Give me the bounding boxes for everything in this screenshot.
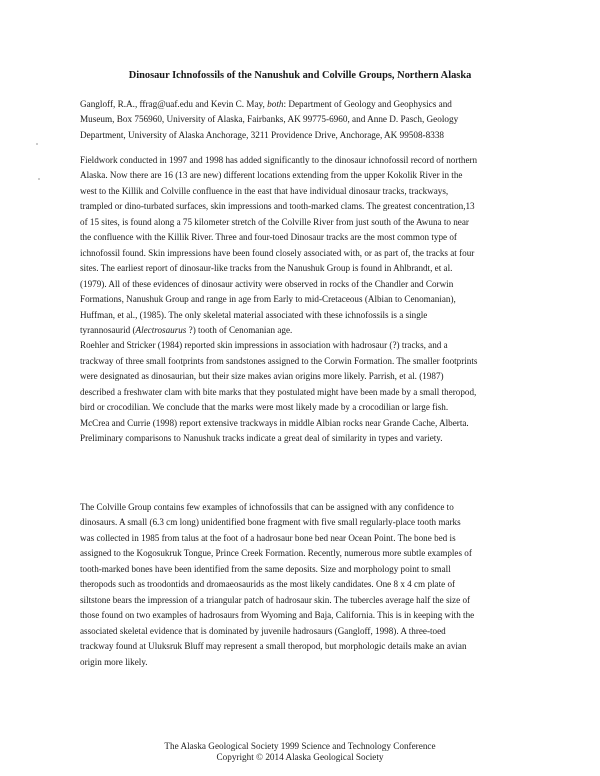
text-line: Alaska. Now there are 16 (13 are new) different locations extending from the upper Kokolik River in the [80,170,463,181]
authors-line-3: Department, University of Alaska Anchorage, 3211 Providence Drive, Anchorage, AK 99508-8338 [80,129,445,140]
text-line: Formations, Nanushuk Group and range in age from Early to mid-Cretaceous (Albian to Cenomanian), [80,294,456,305]
colville-paragraph [80,500,540,670]
text-line: Fieldwork conducted in 1997 and 1998 has added significantly to the dinosaur ichnofossil record of northern [80,155,478,165]
nanushuk-paragraph [80,153,540,447]
text-line: trampled or dino-turbated surfaces, skin impressions and tooth-marked clams. The greatest concentration,13 [80,201,475,212]
text-line: The Colville Group contains few examples of ichnofossils that can be assigned with any confidence to [80,502,454,512]
paper-title: Dinosaur Ichnofossils of the Nanushuk and Colville Groups, Northern Alaska [128,70,472,81]
text-line: McCrea and Currie (1998) report extensive trackways in middle Albian rocks near Grande Cache, Alberta. [80,417,469,428]
copyright-footer: Copyright © 2014 Alaska Geological Society [216,752,384,762]
text-line: trackway of three small footprints from sandstones assigned to the Corwin Formation. The smaller footprints [80,355,478,366]
text-line: theropods such as troodontids and dromaeosaurids as the most likely candidates. One 8 x 4 cm plate of [80,579,456,590]
authors-line-1: Gangloff, R.A., ffrag@uaf.edu and Kevin C. May, both: Department of Geology and Geophysics and [80,99,452,109]
text-line: was collected in 1985 from talus at the foot of a hadrosaur bone bed near Ocean Point. The bone bed is [80,532,456,543]
text-line: dinosaurs. A small (6.3 cm long) unidentified bone fragment with five small regularly-place tooth marks [80,517,461,528]
text-line: those found on two examples of hadrosaurs from Wyoming and Baja, California. This is in keeping with the [80,610,475,621]
text-line: associated skeletal evidence that is dominated by juvenile hadrosaurs (Gangloff, 1998). A three-toed [80,625,446,636]
text-line: bird or crocodilian. We conclude that the marks were most likely made by a crocodilian or large fish. [80,402,449,413]
text-line: trackway found at Uluksruk Bluff may represent a small theropod, but morphologic details make an avian [80,641,467,652]
scan-speck [36,143,38,145]
text-line: origin more likely. [80,656,148,667]
text-line: tyrannosaurid (Alectrosaurus ?) tooth of Cenomanian age. [80,324,293,335]
text-line: were designated as dinosaurian, but their size makes avian origins more likely. Parrish, et al. (1987) [80,371,444,382]
species-name: Alectrosaurus [135,324,187,335]
text-line: (1979). All of these evidences of dinosaur activity were observed in rocks of the Chandler and Corwin [80,278,454,289]
author-affiliations [80,97,540,143]
text-line: sites. The earliest report of dinosaur-like tracks from the Nanushuk Group is found in Ahlbrandt, et al. [80,263,453,274]
text-line: Preliminary comparisons to Nanushuk tracks indicate a great deal of similarity in types and variety. [80,433,443,444]
text-line: west to the Killik and Colville confluence in the east that have individual dinosaur tracks, trackways, [80,185,449,196]
text-line: described a freshwater clam with bite marks that they postulated might have been made by a small theropod, [80,386,477,397]
conference-footer: The Alaska Geological Society 1999 Science and Technology Conference [164,741,436,751]
scan-speck [38,178,40,180]
authors-line-2: Museum, Box 756960, University of Alaska, Fairbanks, AK 99775-6960, and Anne D. Pasch, Geology [80,114,459,125]
text-line: the confluence with the Killik River. Three and four-toed Dinosaur tracks are the most common type of [80,232,457,243]
text-line: assigned to the Kogosukruk Tongue, Prince Creek Formation. Recently, numerous more subtle examples of [80,548,472,559]
text-line: tooth-marked bones have been identified from the same deposits. Size and morphology point to small [80,563,451,574]
text-line: Roehler and Stricker (1984) reported skin impressions in association with hadrosaur (?) tracks, and a [80,340,448,351]
text-line: Huffman, et al., (1985). The only skeletal material associated with these ichnofossils is a single [80,309,428,320]
authors-both-emphasis: both [267,99,284,109]
text-line: ichnofossil found. Skin impressions have been found closely associated with, or as part of, the tracks at four [80,247,475,258]
text-line: of 15 sites, is found along a 75 kilometer stretch of the Colville River from just south of the Awuna to near [80,216,469,227]
text-line: siltstone bears the impression of a triangular patch of hadrosaur skin. The tubercles average half the size of [80,594,471,605]
